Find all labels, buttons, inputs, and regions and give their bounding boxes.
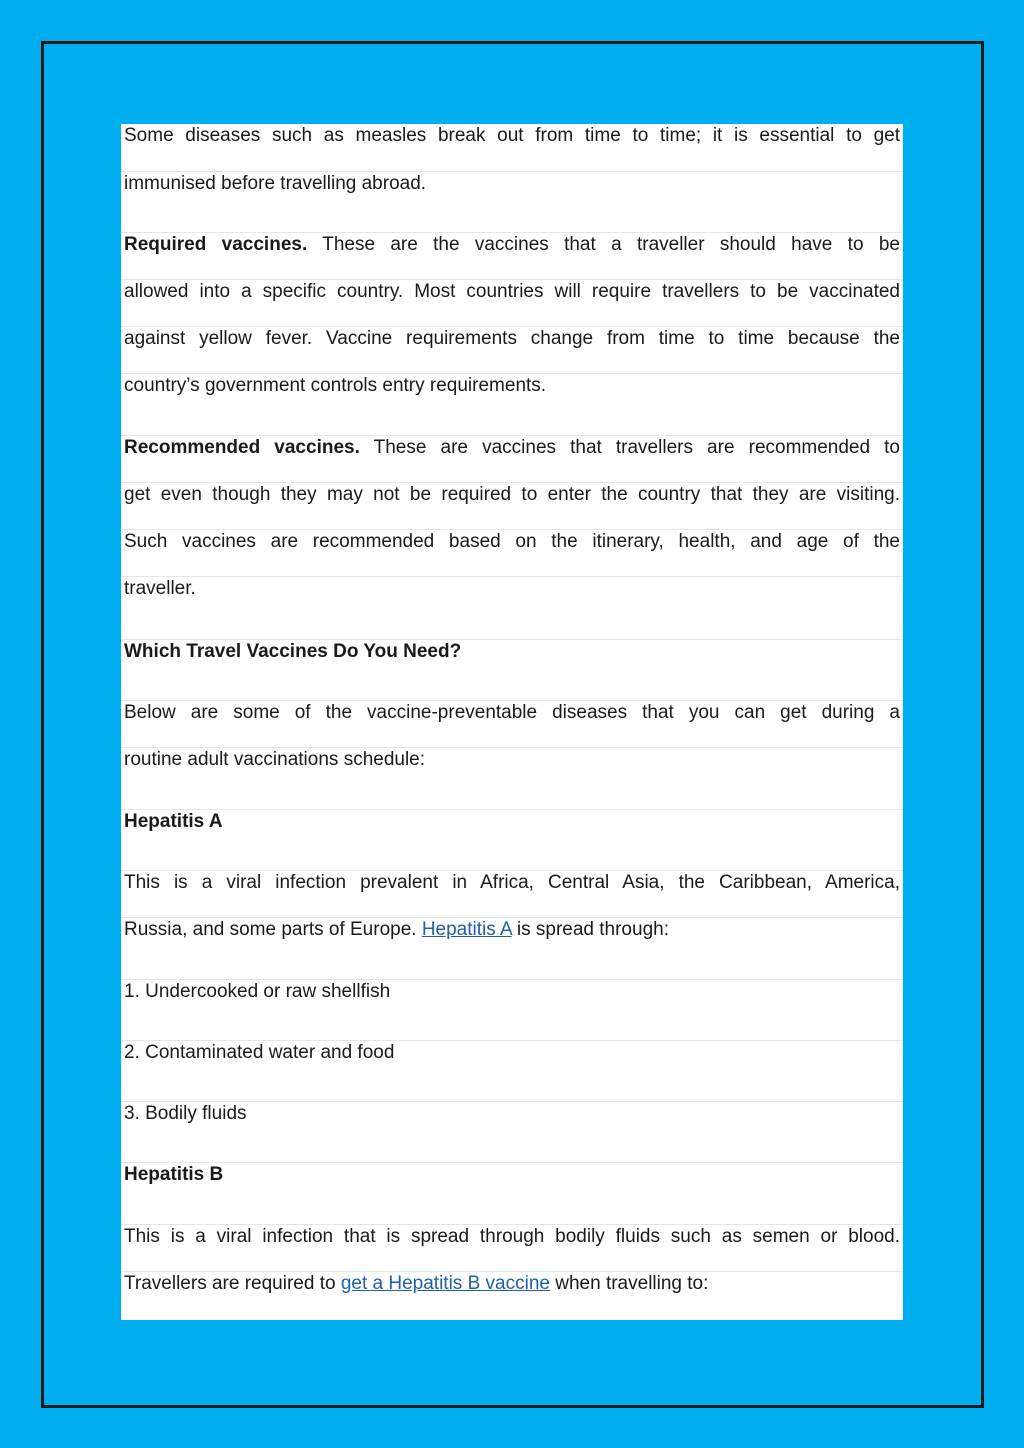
hepatitis-b-text-pre: Travellers are required to (124, 1273, 341, 1294)
required-text-line-2: allowed into a specific country. Most countries will require travellers to be vaccinated (124, 281, 900, 302)
document-page (121, 124, 903, 1320)
list-item (121, 979, 903, 1026)
paragraph-line (121, 576, 903, 623)
paragraph-line (121, 232, 903, 279)
paragraph-line (121, 124, 903, 171)
recommended-vaccines-text: These are vaccines that travellers are recommended to (359, 437, 901, 458)
paragraph-line (121, 1224, 903, 1271)
heading-hepatitis-a: Hepatitis A (124, 811, 223, 832)
required-vaccines-term: Required vaccines. (124, 234, 308, 255)
required-vaccines-text: These are the vaccines that a traveller should have to be (307, 234, 900, 255)
paragraph-line (121, 326, 903, 373)
required-text-line-4: country’s government controls entry requirements. (124, 375, 547, 396)
below-text-line-2: routine adult vaccinations schedule: (124, 749, 426, 770)
recommended-vaccines-term: Recommended vaccines. (124, 437, 360, 458)
paragraph-line (121, 373, 903, 420)
paragraph-line (121, 529, 903, 576)
paragraph-line (121, 870, 903, 917)
paragraph-line (121, 171, 903, 218)
paragraph-line (121, 435, 903, 482)
paragraph-line (121, 482, 903, 529)
heading-hepatitis-b: Hepatitis B (124, 1164, 224, 1185)
section-heading (121, 1162, 903, 1209)
paragraph-line (121, 279, 903, 326)
intro-text-line-1: Some diseases such as measles break out from time to time; it is essential to get (124, 125, 900, 146)
section-heading (121, 639, 903, 686)
list-item-water-food: 2. Contaminated water and food (124, 1042, 395, 1063)
hepatitis-a-text-pre: Russia, and some parts of Europe. (124, 919, 422, 940)
intro-text-line-2: immunised before travelling abroad. (124, 173, 427, 194)
below-text-line-1: Below are some of the vaccine-preventable diseases that you can get during a (124, 702, 900, 723)
hepatitis-a-text-post: is spread through: (511, 919, 669, 940)
list-item-shellfish: 1. Undercooked or raw shellfish (124, 981, 391, 1002)
recommended-text-line-3: Such vaccines are recommended based on the itinerary, health, and age of the (124, 531, 900, 552)
paragraph-line (121, 700, 903, 747)
list-item (121, 1040, 903, 1087)
recommended-text-line-4: traveller. (124, 578, 196, 599)
paragraph-line (121, 1271, 903, 1318)
hepatitis-a-link[interactable]: Hepatitis A (421, 919, 512, 940)
recommended-text-line-2: get even though they may not be required to enter the country that they are visiting. (124, 484, 900, 505)
paragraph-line (121, 917, 903, 964)
hepatitis-b-vaccine-link[interactable]: get a Hepatitis B vaccine (340, 1273, 550, 1294)
hepatitis-a-text-line-1: This is a viral infection prevalent in Africa, Central Asia, the Caribbean, America, (124, 872, 900, 893)
hepatitis-b-text-line-1: This is a viral infection that is spread through bodily fluids such as semen or blood. (124, 1226, 900, 1247)
list-item-bodily-fluids: 3. Bodily fluids (124, 1103, 247, 1124)
section-heading (121, 809, 903, 856)
heading-which-travel-vaccines: Which Travel Vaccines Do You Need? (124, 641, 462, 662)
paragraph-line (121, 747, 903, 794)
list-item (121, 1101, 903, 1148)
required-text-line-3: against yellow fever. Vaccine requirements change from time to time because the (124, 328, 900, 349)
hepatitis-b-text-post: when travelling to: (549, 1273, 709, 1294)
